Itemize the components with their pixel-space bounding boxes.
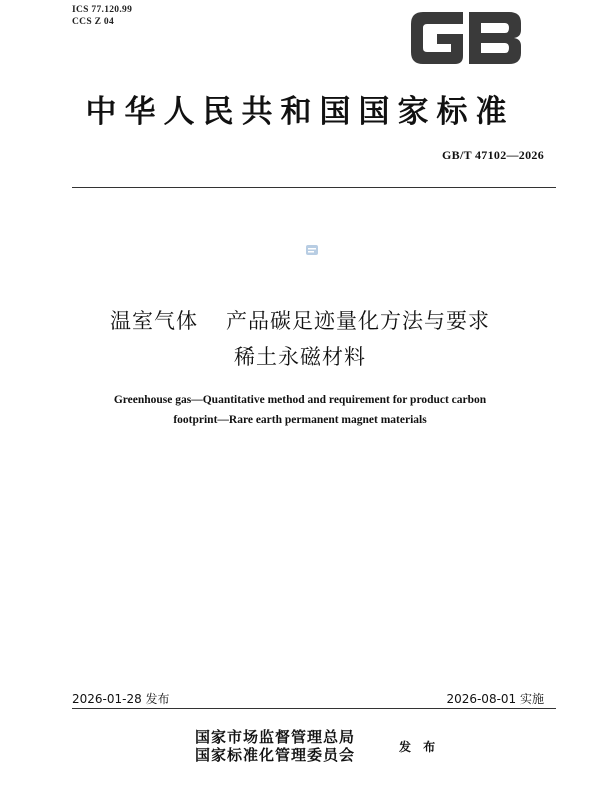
issuer-line2: 国家标准化管理委员会: [195, 746, 356, 764]
title-cn-line1: [0, 305, 600, 335]
standard-title: 中华人民共和国国家标准: [85, 94, 515, 130]
classification-codes: [72, 4, 132, 28]
title-cn-part-a: 温室气体: [110, 309, 198, 333]
standard-number: GB/T 47102—2026: [442, 148, 544, 162]
title-en: [0, 390, 600, 430]
title-cn-line2: 稀土永磁材料: [234, 345, 366, 369]
header-divider: [72, 187, 556, 188]
title-en-line2: footprint—Rare earth permanent magnet materials: [173, 414, 427, 426]
publish-label: 发 布: [399, 740, 440, 754]
ics-code: ICS 77.120.99: [72, 5, 133, 15]
ccs-code: CCS Z 04: [72, 17, 114, 27]
issuer-line1: 国家市场监督管理总局: [195, 728, 356, 746]
issuing-authorities: [195, 728, 355, 764]
watermark-icon: [305, 243, 319, 257]
footer-divider: [72, 708, 556, 709]
title-cn-part-b: 产品碳足迹量化方法与要求: [226, 309, 490, 333]
gb-logo: [405, 6, 527, 70]
issue-date: 2026-01-28 发布: [72, 692, 170, 706]
implement-date: 2026-08-01 实施: [446, 692, 544, 706]
title-en-line1: Greenhouse gas—Quantitative method and requirement for product carbon: [113, 394, 487, 406]
